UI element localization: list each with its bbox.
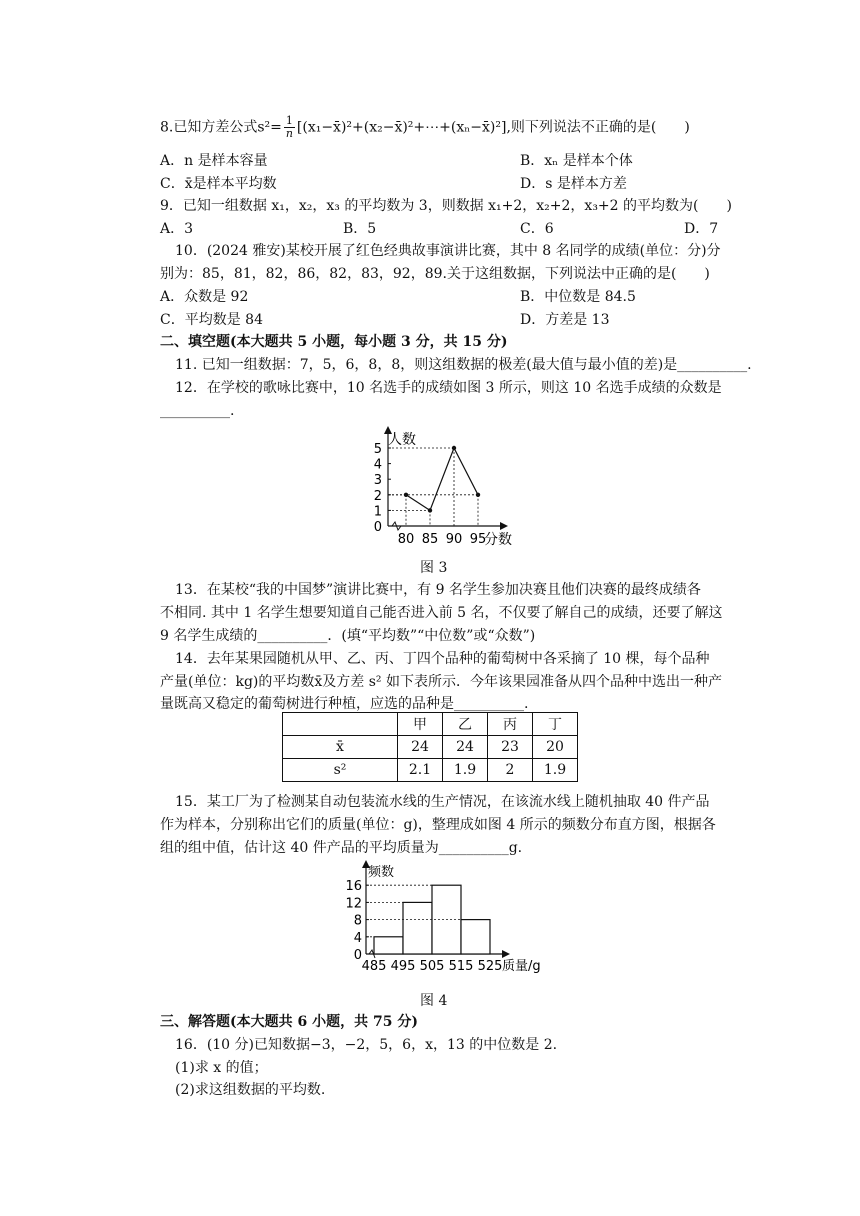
q8-option-a: A．n 是样本容量: [160, 153, 268, 169]
q9-option-a: A．3: [160, 221, 194, 237]
table-cell: 丁: [533, 713, 578, 736]
q14-table: [282, 712, 578, 782]
fig3-xlabel: 分数: [484, 532, 512, 548]
table-header-row: [283, 713, 578, 736]
table-row: [283, 736, 578, 759]
q13-line2: 不相同. 其中 1 名学生想要知道自己能否进入前 5 名，不仅要了解自己的成绩，还要了解这: [160, 605, 723, 621]
q14-line2: 产量(单位：kg)的平均数x̄及方差 s² 如下表所示．今年该果园准备从四个品种中选出一种产: [160, 674, 722, 690]
q11-text: 11. 已知一组数据：7，5，6，8，8，则这组数据的极差(最大值与最小值的差)是__________.: [175, 357, 752, 373]
x-tick-label: 485: [361, 959, 387, 974]
q13-line1: 13．在某校“我的中国梦”演讲比赛中，有 9 名学生参加决赛且他们决赛的最终成绩各: [175, 582, 701, 598]
q8-stem: [160, 115, 690, 140]
fraction-one-over-n: [284, 115, 295, 140]
table-cell: 丙: [488, 713, 533, 736]
q9-option-c: C．6: [520, 221, 554, 237]
fig3-ylabel: 人数: [388, 432, 416, 448]
q10-option-a: A．众数是 92: [160, 289, 249, 305]
y-tick-label: 16: [345, 879, 362, 895]
figure-4-histogram: [330, 858, 570, 983]
q16-line1: 16．(10 分)已知数据−3，−2，5，6，x，13 的中位数是 2.: [175, 1037, 558, 1053]
q15-line2: 作为样本，分别称出它们的质量(单位：g)，整理成如图 4 所示的频数分布直方图，根据各: [160, 817, 716, 833]
fig4-xlabel: 质量/g: [502, 959, 541, 974]
q8-stem-text: 8.已知方差公式: [160, 119, 258, 136]
q9-stem: 9．已知一组数据 x₁，x₂，x₃ 的平均数为 3，则数据 x₁+2，x₂+2，x₃+2 的平均数为( ): [160, 198, 732, 214]
q8-option-c: C．x̄是样本平均数: [160, 176, 277, 192]
y-tick-label: 5: [373, 442, 382, 457]
section-fill-in-heading: 二、填空题(本大题共 5 小题，每小题 3 分，共 15 分): [160, 334, 508, 350]
q16-part2: (2)求这组数据的平均数.: [175, 1082, 326, 1098]
y-tick-label: 8: [353, 913, 362, 929]
x-tick-label: 525: [477, 959, 503, 974]
x-tick-label: 80: [397, 532, 415, 547]
table-cell: 2.1: [398, 759, 443, 782]
histogram-bar: [461, 920, 490, 954]
histogram-bar: [403, 902, 432, 954]
table-cell: 2: [488, 759, 533, 782]
q12-line1: 12．在学校的歌咏比赛中，10 名选手的成绩如图 3 所示，则这 10 名选手成绩的众数是: [175, 380, 722, 396]
table-cell: 24: [398, 736, 443, 759]
q14-line1: 14．去年某果园随机从甲、乙、丙、丁四个品种的葡萄树中各采摘了 10 棵，每个品种: [175, 651, 710, 667]
q16-part1: (1)求 x 的值；: [175, 1060, 268, 1076]
y-tick-label: 0: [353, 948, 362, 963]
x-tick-label: 515: [448, 959, 474, 974]
fraction-denominator: n: [285, 127, 293, 140]
y-tick-label: 12: [345, 896, 362, 912]
q9-option-b: B．5: [343, 221, 377, 237]
histogram-bar: [374, 937, 403, 954]
table-cell: 20: [533, 736, 578, 759]
q12-line2: __________.: [160, 403, 235, 419]
table-cell: [283, 713, 398, 736]
table-row: [283, 759, 578, 782]
table-cell: 24: [443, 736, 488, 759]
table-cell: s²: [283, 759, 398, 782]
data-point: [428, 508, 432, 512]
q15-line1: 15．某工厂为了检测某自动包装流水线的生产情况，在该流水线上随机抽取 40 件产品: [175, 794, 710, 810]
x-tick-label: 95: [469, 532, 487, 547]
q10-option-d: D．方差是 13: [520, 312, 610, 328]
table-cell: 乙: [443, 713, 488, 736]
x-tick-label: 90: [445, 532, 463, 547]
q10-option-b: B．中位数是 84.5: [520, 289, 636, 305]
q14-line3: 量既高又稳定的葡萄树进行种植，应选的品种是__________.: [160, 696, 529, 712]
fraction-numerator: 1: [285, 114, 293, 127]
fig4-ylabel: 频数: [368, 865, 395, 880]
y-tick-label: 4: [353, 930, 362, 946]
x-tick-label: 85: [421, 532, 439, 547]
x-axis-arrow: [500, 522, 508, 530]
fig3-marks: [388, 446, 480, 526]
figure-3-line-chart: [360, 422, 530, 552]
x-axis-arrow: [502, 950, 510, 958]
data-point: [452, 446, 456, 450]
q8-option-d: D．s 是样本方差: [520, 176, 627, 192]
fig4-marks: [366, 885, 490, 954]
q10-line2: 别为：85，81，82，86，82，83，92，89.关于这组数据，下列说法中正确的是( ): [160, 266, 710, 282]
q9-option-d: D．7: [684, 221, 719, 237]
figure-3-caption: 图 3: [420, 560, 448, 576]
table-cell: 23: [488, 736, 533, 759]
y-tick-label: 2: [373, 488, 382, 504]
x-tick-label: 495: [390, 959, 416, 974]
table-cell: x̄: [283, 736, 398, 759]
x-tick-label: 505: [419, 959, 445, 974]
table-cell: 甲: [398, 713, 443, 736]
section-answer-heading: 三、解答题(本大题共 6 小题，共 75 分): [160, 1014, 418, 1030]
q8-option-b: B．xₙ 是样本个体: [520, 153, 633, 169]
y-tick-label: 4: [373, 457, 382, 473]
series-line: [406, 448, 478, 510]
y-tick-label: 3: [373, 473, 382, 489]
q13-line3: 9 名学生成绩的__________．(填“平均数”“中位数”或“众数”): [160, 628, 536, 644]
data-point: [476, 493, 480, 497]
q10-option-c: C．平均数是 84: [160, 312, 263, 328]
y-tick-label: 0: [373, 520, 382, 535]
table-cell: 1.9: [533, 759, 578, 782]
y-tick-label: 1: [373, 504, 382, 520]
q10-line1: 10．(2024 雅安)某校开展了红色经典故事演讲比赛，其中 8 名同学的成绩(单位：分)分: [175, 243, 721, 259]
data-point: [404, 493, 408, 497]
table-cell: 1.9: [443, 759, 488, 782]
figure-4-caption: 图 4: [420, 993, 448, 1009]
q15-line3: 组的组中值，估计这 40 件产品的平均质量为__________g.: [160, 840, 523, 856]
variance-formula-lhs: s²=: [257, 119, 282, 136]
variance-formula-rhs: [(x₁−x̄)²+(x₂−x̄)²+⋯+(xₙ−x̄)²],则下列说法不正确的是( ): [296, 119, 690, 136]
